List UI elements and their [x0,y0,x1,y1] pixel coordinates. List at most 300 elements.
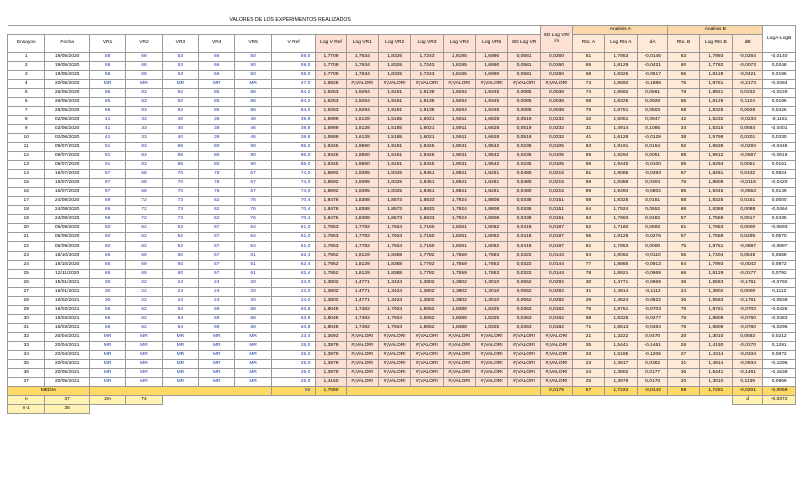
cell-da[interactable]: 0,0000 [638,242,668,251]
header-db[interactable]: dB [733,34,763,52]
cell-vr3[interactable]: 24 [162,278,198,287]
cell-log-v-ref[interactable]: 1,3692 [316,332,346,341]
cell-log-vr1[interactable]: 1,6128 [346,124,378,133]
cell-log-vr4[interactable]: 1,8388 [443,305,475,314]
cell-rto-b[interactable]: 24 [668,287,699,296]
cell-ensayos[interactable]: 11 [8,142,45,151]
cell-log-vr3[interactable]: 1,9345 [411,152,443,161]
header-vr1[interactable]: VR1 [89,34,125,52]
cell-sd-log-vr[interactable]: 0,0581 [508,70,540,79]
cell-log-rto-a[interactable]: 1,8325 [604,70,637,79]
cell-rto-b[interactable]: 31 [668,360,699,369]
cell-log-rto-a[interactable]: 1,8865 [604,260,637,269]
cell-vr2[interactable]: 83 [126,88,162,97]
cell-v-ref[interactable]: 23,4 [271,332,315,341]
cell-log-vr1[interactable]: 1,7782 [346,242,378,251]
cell-log-vr3[interactable]: #¡VALOR! [411,342,443,351]
cell-ensayos[interactable]: 22 [8,242,45,251]
cell-vr2[interactable]: 68 [126,52,162,61]
cell-vr1[interactable]: 69 [89,215,125,224]
cell-log-vr3[interactable]: 1,3802 [411,278,443,287]
cell-log-rto-b[interactable]: 1,3802 [699,287,732,296]
cell-vr4[interactable]: 69 [199,323,235,332]
cell-log-vr1[interactable]: 1,7634 [346,52,378,61]
cell-log-rto-a[interactable]: 1,8921 [604,269,637,278]
cell-log-vr2[interactable]: 1,9191 [379,106,411,115]
media-sdn[interactable]: 0,0179 [540,387,573,396]
cell-log-vr5[interactable]: 1,8808 [476,215,508,224]
cell-sd-log-vr-n[interactable]: 0,0260 [540,52,573,61]
cell-sd-log-vr-n[interactable]: 0,0038 [540,97,573,106]
cell-vr5[interactable]: 50 [235,70,271,79]
cell-fecha[interactable]: 09/07/2020 [45,152,89,161]
cell-v-ref[interactable]: 25,0 [271,360,315,369]
cell-log-vr3[interactable]: 1,8062 [411,305,443,314]
cell-log-v-ref[interactable]: 1,9253 [316,106,346,115]
cell-log-rto-b[interactable]: 1,5315 [699,124,732,133]
cell-log-vr5[interactable]: 1,6628 [476,115,508,124]
header-vr2[interactable]: VR2 [126,34,162,52]
cell-vr2[interactable]: 22 [126,296,162,305]
cell-rto-b[interactable]: 42 [668,115,699,124]
cell-loga-logb[interactable]: -0,0939 [763,296,796,305]
cell-db[interactable]: 0,0051 [733,161,763,170]
cell-da[interactable]: 0,0151 [638,197,668,206]
cell-db[interactable]: 0,0151 [733,197,763,206]
cell-log-vr5[interactable]: 1,9345 [476,106,508,115]
cell-log-vr5[interactable]: 1,9542 [476,142,508,151]
cell-db[interactable]: -0,2173 [733,79,763,88]
cell-vr3[interactable]: 86 [162,142,198,151]
cell-log-vr4[interactable]: 1,7559 [443,260,475,269]
cell-vr4[interactable]: MR [199,342,235,351]
cell-sd-log-vr[interactable]: #¡VALOR! [508,360,540,369]
cell-vr3[interactable]: 70 [162,188,198,197]
cell-fecha[interactable]: 02/06/2020 [45,133,89,142]
cell-sd-log-vr[interactable]: 0,0652 [508,278,540,287]
cell-log-rto-a[interactable]: 1,9085 [604,170,637,179]
cell-log-v-ref[interactable]: 1,7952 [316,251,346,260]
cell-log-vr3[interactable]: #¡VALOR! [411,79,443,88]
cell-vr4[interactable]: 78 [199,179,235,188]
cell-loga-logb[interactable]: 0,0149 [763,188,796,197]
cell-ensayos[interactable]: 19 [8,215,45,224]
cell-fecha[interactable]: 15/01/2021 [45,287,89,296]
cell-vr3[interactable]: 60 [162,260,198,269]
cell-sd-log-vr-n[interactable]: 0,0105 [540,142,573,151]
cell-vr2[interactable]: 62 [126,323,162,332]
media-da[interactable]: -0,0142 [638,387,668,396]
cell-v-ref[interactable]: 62,4 [271,269,315,278]
cell-rto-a[interactable]: 69 [573,179,604,188]
cell-log-vr3[interactable]: 1,7160 [411,242,443,251]
cell-vr5[interactable]: MR [235,360,271,369]
cell-log-vr2[interactable]: 1,9191 [379,152,411,161]
cell-log-vr2[interactable]: 1,8325 [379,61,411,70]
cell-fecha[interactable]: 24/08/2020 [45,206,89,215]
cell-log-rto-a[interactable]: 1,8129 [604,61,637,70]
cell-log-vr5[interactable]: 1,3010 [476,296,508,305]
cell-sd-log-vr-n[interactable]: 0,0151 [540,215,573,224]
cell-ensayos[interactable]: 21 [8,233,45,242]
cell-vr4[interactable]: 78 [199,170,235,179]
cell-log-vr2[interactable]: 1,9191 [379,161,411,170]
cell-loga-logb[interactable]: -0,0792 [763,278,796,287]
cell-sd-log-vr-n[interactable]: #¡VALOR! [540,360,573,369]
cell-vr3[interactable]: 53 [162,52,198,61]
cell-log-v-ref[interactable]: 1,7853 [316,233,346,242]
cell-log-rto-a[interactable]: 1,3222 [604,332,637,341]
cell-db[interactable]: -0,1761 [733,296,763,305]
cell-ensayos[interactable]: 1 [8,52,45,61]
cell-log-vr2[interactable]: 1,7924 [379,233,411,242]
cell-vr1[interactable]: 58 [89,61,125,70]
cell-rto-b[interactable]: 98 [668,152,699,161]
cell-da[interactable]: -0,0276 [638,233,668,242]
cell-v-ref[interactable]: 25,0 [271,369,315,378]
cell-log-vr5[interactable]: #¡VALOR! [476,79,508,88]
cell-db[interactable]: -0,0042 [733,260,763,269]
cell-sd-log-vr-n[interactable]: 0,0144 [540,251,573,260]
cell-rto-b[interactable]: 75 [668,242,699,251]
cell-vr3[interactable]: 60 [162,269,198,278]
cell-log-vr2[interactable]: 1,8573 [379,206,411,215]
cell-sd-log-vr-n[interactable]: 0,0162 [540,305,573,314]
cell-da[interactable]: 0,0304 [638,179,668,188]
cell-log-vr1[interactable]: 1,8129 [346,260,378,269]
cell-db[interactable]: 0,0295 [733,233,763,242]
cell-log-rto-a[interactable]: 1,5185 [604,351,637,360]
cell-log-vr1[interactable]: 1,4771 [346,287,378,296]
header-da[interactable]: dA [638,34,668,52]
cell-rto-b[interactable]: 76 [668,179,699,188]
cell-ensayos[interactable]: 4 [8,79,45,88]
cell-vr2[interactable]: 33 [126,124,162,133]
cell-log-vr4[interactable]: 1,8261 [443,224,475,233]
cell-loga-logb[interactable]: -0,0897 [763,242,796,251]
cell-vr1[interactable]: 30 [89,296,125,305]
cell-rto-a[interactable]: 85 [573,152,604,161]
cell-vr3[interactable]: MR [162,369,198,378]
cell-log-vr3[interactable]: #¡VALOR! [411,378,443,387]
cell-rto-a[interactable]: 61 [573,52,604,61]
cell-log-vr1[interactable]: 1,9395 [346,170,378,179]
cell-vr2[interactable]: 69 [126,260,162,269]
cell-da[interactable]: 0,0693 [638,224,668,233]
cell-log-rto-b[interactable]: 1,6232 [699,115,732,124]
cell-v-ref[interactable]: 63,8 [271,323,315,332]
cell-log-vr4[interactable]: 1,3802 [443,278,475,287]
cell-vr4[interactable]: 62 [199,206,235,215]
cell-sd-log-vr-n[interactable]: 0,0232 [540,124,573,133]
cell-ensayos[interactable]: 18 [8,206,45,215]
cell-log-vr1[interactable]: 1,9294 [346,88,378,97]
cell-log-vr1[interactable]: 1,7482 [346,323,378,332]
cell-log-vr4[interactable]: 1,7559 [443,269,475,278]
cell-log-vr5[interactable]: 1,6990 [476,70,508,79]
cell-sd-log-vr[interactable]: 0,0480 [508,170,540,179]
cell-rto-a[interactable]: 41 [573,133,604,142]
cell-log-vr3[interactable]: 1,7243 [411,52,443,61]
cell-v-ref[interactable]: 25,0 [271,351,315,360]
cell-rto-b[interactable]: 38 [668,133,699,142]
cell-sd-log-vr-n[interactable]: #¡VALOR! [540,332,573,341]
cell-log-vr3[interactable]: 1,8451 [411,188,443,197]
cell-log-vr5[interactable]: 1,7853 [476,251,508,260]
cell-da[interactable]: -0,0464 [638,323,668,332]
cell-log-rto-a[interactable]: 1,9191 [604,142,637,151]
cell-log-rto-b[interactable]: 1,8808 [699,179,732,188]
cell-fecha[interactable]: 02/06/2020 [45,115,89,124]
cell-log-vr5[interactable]: #¡VALOR! [476,332,508,341]
cell-loga-logb[interactable]: -0,1181 [763,115,796,124]
cell-log-vr4[interactable]: 1,9031 [443,161,475,170]
cell-vr1[interactable]: 69 [89,197,125,206]
cell-v-ref[interactable]: 84,2 [271,88,315,97]
cell-rto-b[interactable]: 57 [668,233,699,242]
cell-log-rto-a[interactable]: 1,8325 [604,314,637,323]
cell-fecha[interactable]: 19/05/2020 [45,70,89,79]
cell-log-vr5[interactable]: 1,6990 [476,52,508,61]
cell-vr1[interactable]: MR [89,351,125,360]
cell-vr5[interactable]: 64 [235,242,271,251]
cell-rto-b[interactable]: 34 [668,124,699,133]
cell-log-vr3[interactable]: #¡VALOR! [411,351,443,360]
cell-v-ref[interactable]: 74,0 [271,188,315,197]
header-loga-logb[interactable]: LogA-LogB [763,25,796,52]
cell-log-rto-a[interactable]: 1,3802 [604,369,637,378]
cell-sd-log-vr-n[interactable]: #¡VALOR! [540,342,573,351]
cell-da[interactable]: -0,1461 [638,342,668,351]
header-log-vr1[interactable]: Log VR1 [346,34,378,52]
cell-ensayos[interactable]: 3 [8,70,45,79]
header-rto-a[interactable]: Rto. A [573,34,604,52]
cell-vr5[interactable]: 68 [235,323,271,332]
cell-vr5[interactable]: 50 [235,52,271,61]
cell-rto-b[interactable]: 86 [668,188,699,197]
cell-ensayos[interactable]: 14 [8,170,45,179]
n-value[interactable]: 37 [45,396,89,405]
cell-vr5[interactable]: 46 [235,115,271,124]
cell-log-vr5[interactable]: 1,3010 [476,287,508,296]
cell-log-rto-a[interactable]: 1,7160 [604,224,637,233]
cell-v-ref[interactable]: 61,0 [271,224,315,233]
cell-vr1[interactable]: MR [89,79,125,88]
cell-vr1[interactable]: MR [89,332,125,341]
cell-da[interactable]: -0,1889 [638,79,668,88]
cell-fecha[interactable]: 26/05/2020 [45,106,89,115]
cell-log-vr5[interactable]: 1,6990 [476,61,508,70]
cell-log-v-ref[interactable]: 1,5999 [316,124,346,133]
cell-loga-logb[interactable]: -0,0448 [763,142,796,151]
cell-vr4[interactable]: MR [199,332,235,341]
cell-vr3[interactable]: 52 [162,224,198,233]
cell-vr5[interactable]: 76 [235,197,271,206]
cell-vr5[interactable]: 64 [235,224,271,233]
cell-log-rto-b[interactable]: 1,7853 [699,224,732,233]
cell-sd-log-vr-n[interactable]: 0,0232 [540,133,573,142]
cell-log-vr4[interactable]: 1,7924 [443,197,475,206]
cell-fecha[interactable]: 09/07/2020 [45,161,89,170]
cell-vr3[interactable]: MR [162,351,198,360]
cell-db[interactable]: 0,0088 [733,206,763,215]
cell-rto-a[interactable]: 83 [573,142,604,151]
cell-log-vr2[interactable]: 1,3424 [379,278,411,287]
cell-db[interactable]: -0,0177 [733,269,763,278]
cell-log-rto-b[interactable]: 1,8751 [699,305,732,314]
cell-log-rto-a[interactable]: 1,3979 [604,378,637,387]
cell-rto-a[interactable]: 78 [573,269,604,278]
cell-sd-log-vr-n[interactable]: 0,0292 [540,278,573,287]
header-log-vr4[interactable]: Log VR4 [443,34,475,52]
cell-sd-log-vr[interactable]: 0,0480 [508,179,540,188]
cell-log-vr3[interactable]: 1,7160 [411,233,443,242]
cell-da[interactable]: 0,0470 [638,332,668,341]
cell-sd-log-vr-n[interactable]: 0,0187 [540,233,573,242]
cell-db[interactable]: 0,0432 [733,170,763,179]
cell-vr4[interactable]: 66 [199,52,235,61]
cell-vr2[interactable]: 68 [126,170,162,179]
cell-vr4[interactable]: 39 [199,133,235,142]
cell-log-vr4[interactable]: 1,8195 [443,52,475,61]
cell-sd-log-vr-n[interactable]: 0,0292 [540,287,573,296]
cell-vr5[interactable]: 46 [235,133,271,142]
cell-rto-b[interactable]: 35 [668,369,699,378]
cell-vr4[interactable]: 39 [199,124,235,133]
cell-da[interactable]: -0,0100 [638,161,668,170]
cell-ensayos[interactable]: 7 [8,106,45,115]
cell-log-vr4[interactable]: 1,7924 [443,215,475,224]
cell-log-rto-b[interactable]: 1,4914 [699,360,732,369]
cell-db[interactable]: 0,0917 [733,215,763,224]
cell-log-vr3[interactable]: #¡VALOR! [411,369,443,378]
cell-log-rto-b[interactable]: 1,9294 [699,161,732,170]
cell-da[interactable]: 0,0928 [638,97,668,106]
cell-vr5[interactable]: 64 [235,233,271,242]
m-value[interactable]: 74 [126,396,162,405]
cell-vr1[interactable]: 69 [89,206,125,215]
cell-log-rto-b[interactable]: 1,3010 [699,332,732,341]
cell-db[interactable]: -0,0934 [733,360,763,369]
cell-log-v-ref[interactable]: 1,7952 [316,260,346,269]
cell-log-rto-b[interactable]: 1,8129 [699,97,732,106]
cell-sd-log-vr[interactable]: 0,0338 [508,206,540,215]
cell-da[interactable]: -0,0393 [638,170,668,179]
cell-vr3[interactable]: MR [162,378,198,387]
cell-v-ref[interactable]: 63,8 [271,314,315,323]
cell-vr3[interactable]: 73 [162,215,198,224]
cell-rto-a[interactable]: 32 [573,115,604,124]
cell-vr3[interactable]: 52 [162,242,198,251]
cell-log-vr4[interactable]: 1,8261 [443,233,475,242]
cell-v-ref[interactable]: 74,0 [271,179,315,188]
cell-vr3[interactable]: 40 [162,133,198,142]
cell-vr2[interactable]: 22 [126,278,162,287]
cell-log-vr5[interactable]: 1,8261 [476,170,508,179]
cell-da[interactable]: 0,0154 [638,142,668,151]
cell-db[interactable]: -0,0760 [733,323,763,332]
cell-db[interactable]: -0,0170 [733,342,763,351]
cell-vr1[interactable]: 85 [89,88,125,97]
cell-vr5[interactable]: 20 [235,287,271,296]
cell-vr4[interactable]: 67 [199,224,235,233]
cell-rto-b[interactable]: 68 [668,197,699,206]
cell-log-rto-b[interactable]: 1,5563 [699,296,732,305]
cell-log-rto-b[interactable]: 1,9638 [699,142,732,151]
cell-fecha[interactable]: 24/08/2020 [45,197,89,206]
cell-log-v-ref[interactable]: 1,7709 [316,70,346,79]
cell-rto-a[interactable]: 64 [573,206,604,215]
cell-log-vr2[interactable]: #¡VALOR! [379,378,411,387]
cell-sd-log-vr-n[interactable]: 0,0162 [540,323,573,332]
cell-da[interactable]: -0,0969 [638,278,668,287]
cell-log-vr2[interactable]: 1,9191 [379,142,411,151]
cell-loga-logb[interactable]: -0,0420 [763,179,796,188]
cell-vr2[interactable]: 68 [126,179,162,188]
cell-vr4[interactable]: 24 [199,296,235,305]
cell-log-vr3[interactable]: 1,7243 [411,61,443,70]
cell-vr3[interactable]: 86 [162,152,198,161]
cell-log-vr3[interactable]: 1,9138 [411,97,443,106]
cell-vr2[interactable]: 83 [126,152,162,161]
cell-da[interactable]: 0,0947 [638,115,668,124]
cell-sd-log-vr-n[interactable]: 0,0260 [540,70,573,79]
cell-loga-logb[interactable]: 0,0435 [763,215,796,224]
cell-da[interactable]: 0,0552 [638,206,668,215]
cell-log-v-ref[interactable]: 1,6828 [316,79,346,88]
cell-vr2[interactable]: 33 [126,133,162,142]
cell-v-ref[interactable]: 61,0 [271,233,315,242]
cell-vr1[interactable]: 58 [89,52,125,61]
cell-sd-log-vr[interactable]: #¡VALOR! [508,378,540,387]
cell-vr4[interactable]: 85 [199,88,235,97]
cell-log-rto-b[interactable]: 1,3010 [699,378,732,387]
cell-ensayos[interactable]: 6 [8,97,45,106]
cell-rto-a[interactable]: 65 [573,233,604,242]
cell-db[interactable]: -0,0653 [733,188,763,197]
cell-sd-log-vr[interactable]: #¡VALOR! [508,369,540,378]
cell-fecha[interactable]: 26/05/2020 [45,88,89,97]
cell-log-vr5[interactable]: 1,7853 [476,269,508,278]
cell-vr2[interactable]: MR [126,378,162,387]
cell-sd-log-vr[interactable]: 0,0322 [508,260,540,269]
cell-v-ref[interactable]: 59,0 [271,52,315,61]
cell-db[interactable]: -0,0293 [733,142,763,151]
cell-log-v-ref[interactable]: 1,7709 [316,52,346,61]
cell-log-rto-b[interactable]: 1,8129 [699,70,732,79]
cell-vr2[interactable]: 22 [126,287,162,296]
cell-ensayos[interactable]: 26 [8,278,45,287]
cell-db[interactable]: 0,0201 [733,133,763,142]
cell-sd-log-vr[interactable]: 0,0235 [508,152,540,161]
cell-log-rto-b[interactable]: 1,4314 [699,351,732,360]
cell-vr1[interactable]: 30 [89,287,125,296]
cell-log-vr2[interactable]: 1,8325 [379,170,411,179]
cell-log-vr5[interactable]: 1,8062 [476,233,508,242]
cell-vr4[interactable]: 24 [199,287,235,296]
cell-log-vr2[interactable]: 1,7924 [379,224,411,233]
cell-vr4[interactable]: 78 [199,188,235,197]
cell-v-ref[interactable]: 39,8 [271,124,315,133]
cell-vr4[interactable]: 67 [199,242,235,251]
cell-vr5[interactable]: 68 [235,305,271,314]
header-vr4[interactable]: VR4 [199,34,235,52]
cell-log-vr3[interactable]: #¡VALOR! [411,332,443,341]
cell-rto-b[interactable]: 69 [668,206,699,215]
cell-vr4[interactable]: 57 [199,269,235,278]
cell-sd-log-vr-n[interactable]: 0,0260 [540,61,573,70]
cell-log-v-ref[interactable]: 1,8476 [316,197,346,206]
